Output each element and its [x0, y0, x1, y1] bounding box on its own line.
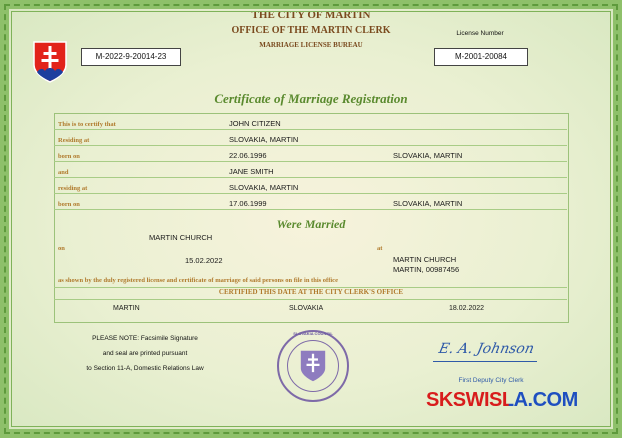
at-label: at — [377, 245, 383, 252]
header-bureau: MARRIAGE LICENSE BUREAU — [259, 41, 363, 49]
seal-inner-ring — [287, 340, 339, 392]
were-married-heading: Were Married — [276, 217, 346, 231]
license-number-label: License Number — [456, 30, 504, 37]
official-seal — [277, 330, 349, 402]
certified-city: MARTIN — [113, 305, 140, 312]
reference-number-box: M-2022-9-20014-23 — [81, 48, 181, 66]
bride-residence: SLOVAKIA, MARTIN — [229, 183, 299, 192]
bride-name: JANE SMITH — [229, 167, 274, 176]
born-label-1: born on — [58, 153, 80, 160]
row-divider — [54, 129, 567, 130]
residing-label-2: residing at — [58, 185, 88, 192]
residing-label-1: Residing at — [58, 137, 90, 144]
certificate-title: Certificate of Marriage Registration — [214, 91, 408, 106]
certified-date: 18.02.2022 — [449, 305, 485, 312]
note-line-1: PLEASE NOTE: Facsimile Signature — [92, 335, 198, 342]
bride-birth-place: SLOVAKIA, MARTIN — [393, 199, 463, 208]
born-label-2: born on — [58, 201, 80, 208]
certify-label: This is to certify that — [58, 121, 116, 128]
certified-country: SLOVAKIA — [289, 305, 324, 312]
seal-emblem-icon — [300, 350, 326, 382]
row-divider — [54, 193, 567, 194]
row-divider — [54, 209, 567, 210]
groom-residence: SLOVAKIA, MARTIN — [229, 135, 299, 144]
and-label: and — [58, 169, 69, 176]
marriage-date: 15.02.2022 — [185, 256, 223, 265]
groom-birth-date: 22.06.1996 — [229, 151, 267, 160]
note-line-2: and seal are printed pursuant — [102, 350, 188, 357]
header-office: OFFICE OF THE MARTIN CLERK — [231, 25, 391, 36]
row-divider — [54, 145, 567, 146]
row-divider — [54, 161, 567, 162]
note-line-3: to Section 11-A, Domestic Relations Law — [86, 365, 204, 372]
license-number-box: M-2001-20084 — [434, 48, 528, 66]
seal-ring-text: SLOVAKIA COUNCIL — [293, 331, 333, 336]
marriage-place-address: MARTIN, 00987456 — [393, 265, 460, 274]
row-divider — [54, 299, 567, 300]
on-label: on — [58, 245, 65, 252]
marriage-place-name: MARTIN CHURCH — [393, 255, 457, 264]
bride-birth-date: 17.06.1999 — [229, 199, 267, 208]
signatory-title: First Deputy City Clerk — [458, 377, 524, 384]
groom-birth-place: SLOVAKIA, MARTIN — [393, 151, 463, 160]
row-divider — [54, 177, 567, 178]
church-name: MARTIN CHURCH — [149, 233, 213, 242]
certified-statement: CERTIFIED THIS DATE AT THE CITY CLERK'S OFFICE — [218, 288, 404, 296]
signature-underline — [433, 361, 537, 362]
groom-name: JOHN CITIZEN — [229, 119, 281, 128]
signature: E. A. Johnson — [437, 341, 536, 357]
header-city: THE CITY OF MARTIN — [251, 9, 371, 21]
watermark-text: SKSWISLA.COM — [426, 389, 578, 411]
watermark — [426, 389, 578, 412]
attest-statement: as shown by the duly registered license and certificate of marriage of said persons on file in this office — [58, 277, 338, 284]
